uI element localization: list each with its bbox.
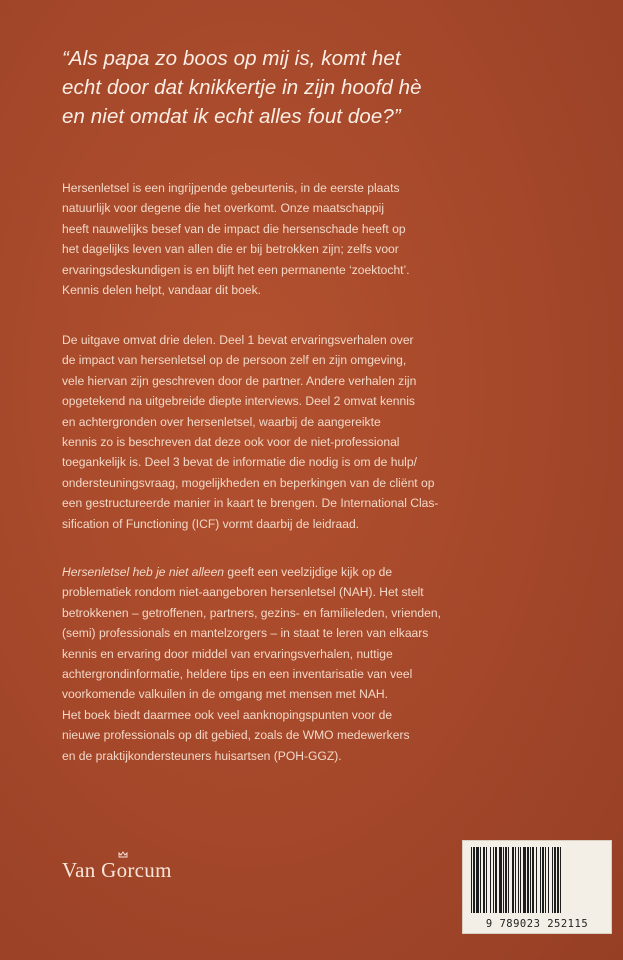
barcode-bar (542, 847, 544, 913)
text-line: natuurlijk voor degene die het overkomt. Onze maatschappij (62, 201, 385, 216)
text-line: kennis zo is beschreven dat deze ook voor de niet-professional (62, 435, 400, 450)
text-line: achtergrondinformatie, heldere tips en een inventarisatie van veel (62, 667, 413, 682)
barcode-bar (518, 847, 519, 913)
barcode-bar (548, 847, 549, 913)
text-line: vele hiervan zijn geschreven door de partner. Andere verhalen zijn (62, 373, 417, 388)
barcode-bar (512, 847, 514, 913)
text-line (62, 562, 572, 582)
barcode-bar (552, 847, 553, 913)
text-line: de impact van hersenletsel op de persoon zelf en zijn omgeving, (62, 353, 407, 368)
barcode-bar (545, 847, 546, 913)
barcode-bars-icon (469, 847, 605, 913)
barcode-bar (520, 847, 521, 913)
text-line: ondersteuningsvraag, mogelijkheden en beperkingen van de cliënt op (62, 475, 435, 490)
barcode-bar (505, 847, 507, 913)
text-line: sification of Functioning (ICF) vormt daarbij de leidraad. (62, 516, 360, 531)
barcode-bar (476, 847, 479, 913)
barcode-bar (540, 847, 541, 913)
publisher-logo: Van Gorcum (62, 858, 172, 882)
text-line: voorkomende valkuilen in de omgang met mensen met NAH. (62, 687, 389, 702)
barcode-bar (530, 847, 531, 913)
text-line: (semi) professionals en mantelzorgers – in staat te leren van elkaars (62, 626, 429, 641)
quote-line: echt door dat knikkertje in zijn hoofd hè (62, 76, 422, 99)
summary-paragraph (62, 562, 572, 766)
text-line: een gestructureerde manier in kaart te brengen. De International Clas- (62, 496, 439, 511)
barcode-bar (483, 847, 485, 913)
contents-paragraph (62, 330, 572, 534)
barcode-bar (499, 847, 502, 913)
barcode-bar (495, 847, 497, 913)
barcode-bar (503, 847, 504, 913)
barcode-bar (486, 847, 487, 913)
text-line: kennis en ervaring door middel van ervaringsverhalen, nuttige (62, 646, 393, 661)
barcode-bar (493, 847, 494, 913)
barcode-bar (473, 847, 475, 913)
text-line: problematiek rondom niet-aangeboren hersenletsel (NAH). Het stelt (62, 585, 424, 600)
isbn-barcode (462, 840, 612, 934)
barcode-bar (490, 847, 491, 913)
barcode-bar (557, 847, 559, 913)
text-line: het dagelijks leven van allen die er bij betrokken zijn; zelfs voor (62, 242, 399, 257)
text-line: nieuwe professionals op dit gebied, zoals de WMO medewerkers (62, 728, 410, 743)
text-fragment: geeft een veelzijdige kijk op de (224, 565, 393, 579)
barcode-bar (536, 847, 537, 913)
text-line: en de praktijkondersteuners huisartsen (POH-GGZ). (62, 748, 342, 763)
text-line: betrokkenen – getroffenen, partners, gezins- en familieleden, vrienden, (62, 605, 441, 620)
text-line: opgetekend na uitgebreide diepte interviews. Deel 2 omvat kennis (62, 394, 415, 409)
barcode-bar (471, 847, 472, 913)
book-title: Hersenletsel heb je niet alleen (62, 565, 225, 579)
text-line: heeft nauwelijks besef van de impact die hersenschade heeft op (62, 221, 406, 236)
barcode-bar (480, 847, 481, 913)
barcode-bar (515, 847, 516, 913)
barcode-bar (560, 847, 561, 913)
isbn-number: 9 789023 252115 (485, 918, 589, 930)
quote-line: “Als papa zo boos op mij is, komt het (62, 47, 401, 70)
barcode-bar (527, 847, 529, 913)
text-line: ervaringsdeskundigen is en blijft het een permanente ‘zoektocht’. (62, 262, 410, 277)
text-line: Kennis delen helpt, vandaar dit boek. (62, 283, 262, 298)
barcode-bar (554, 847, 556, 913)
text-line: en achtergronden over hersenletsel, waarbij de aangereikte (62, 414, 381, 429)
barcode-bar (523, 847, 526, 913)
text-line: Het boek biedt daarmee ook veel aanknopingspunten voor de (62, 707, 393, 722)
text-line: Hersenletsel is een ingrijpende gebeurtenis, in de eerste plaats (62, 181, 400, 195)
intro-paragraph (62, 178, 572, 300)
quote-line: en niet omdat ik echt alles fout doe?” (62, 105, 401, 128)
barcode-bar (532, 847, 534, 913)
text-line: toegankelijk is. Deel 3 bevat de informatie die nodig is om de hulp/ (62, 455, 417, 470)
barcode-bar (508, 847, 509, 913)
back-cover-quote (62, 44, 582, 131)
text-line: De uitgave omvat drie delen. Deel 1 bevat ervaringsverhalen over (62, 333, 414, 347)
